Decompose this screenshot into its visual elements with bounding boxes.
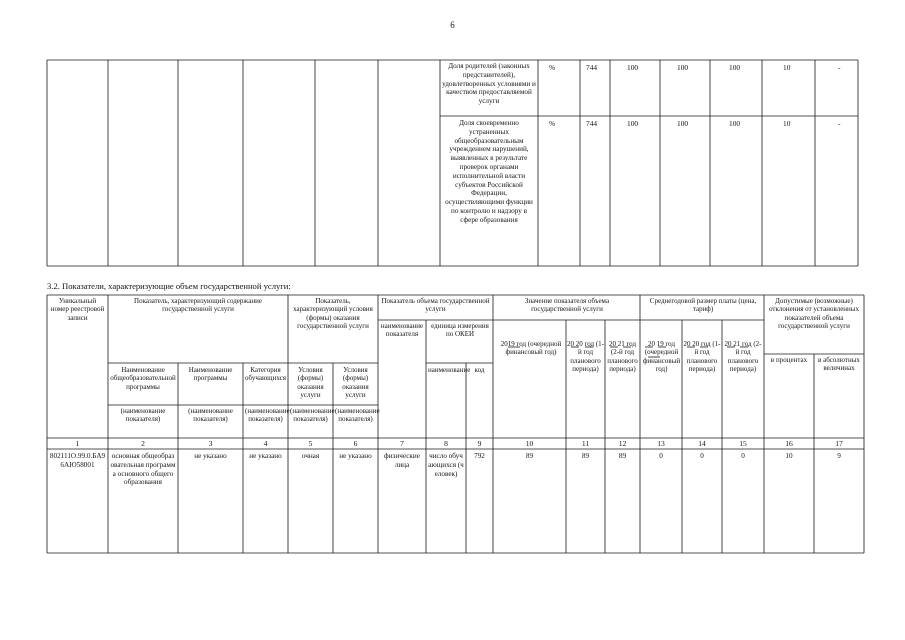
header-conditions-group: Показатель, характеризующий условия (формы) оказания государственной услуги <box>293 297 373 331</box>
col-number-3: 3 <box>208 439 213 448</box>
row-program-name: не указано <box>194 452 227 460</box>
col-number-8: 8 <box>444 439 448 448</box>
quality-value-2c: 100 <box>729 119 741 128</box>
row-value-2019: 89 <box>525 452 534 460</box>
quality-value-1b: 100 <box>677 63 689 72</box>
header-unit-code: код <box>474 366 485 374</box>
header-year-2020-b: 20 <box>575 340 583 348</box>
col-number-7: 7 <box>400 439 404 448</box>
name-hint-5: (наименование показателя) <box>335 407 380 424</box>
header-year-2021-rest: год (2-й год планового периода) <box>607 340 638 374</box>
col-number-10: 10 <box>525 439 534 448</box>
col-number-4: 4 <box>263 439 268 448</box>
row-form: очная <box>301 452 320 460</box>
row-unit-code: 792 <box>474 452 485 460</box>
row-dev-absolute: 9 <box>837 452 841 460</box>
header-year-2020 <box>567 340 604 374</box>
header-year-2019: 2019 год (очередной финансовый год) <box>500 340 562 357</box>
header-unit-group: единица измерения по ОКЕИ <box>431 322 489 339</box>
quality-indicator-2: Доля своевременно устраненных общеобразовательным учреждением нарушений, выявленных в результате проверок органами исполнительной власти субъектов Российской Федерации, осуществляющими функции по контролю и надзору в сфере образования <box>445 119 533 224</box>
row-program: основная общеобразовательная программа основного общего образования <box>110 452 176 487</box>
header-fee-2019-b: 19 <box>656 340 664 348</box>
col-number-15: 15 <box>739 439 747 448</box>
quality-value-2a: 100 <box>627 119 639 128</box>
col-number-5: 5 <box>308 439 313 448</box>
quality-okei-1: 744 <box>586 63 598 72</box>
header-fee-2021-b: 21 <box>733 340 741 348</box>
quality-value-2e: - <box>838 119 841 128</box>
header-volume-name: наименование показателя <box>380 322 424 339</box>
header-fee-2021-rest: год (2-й год планового периода) <box>727 340 762 374</box>
header-fee-2019 <box>642 340 681 374</box>
header-fee-group: Среднегодовой размер платы (цена, тариф) <box>649 297 757 314</box>
quality-value-1a: 100 <box>627 63 639 72</box>
header-cond2: Условия (формы) оказания услуги <box>342 366 369 400</box>
header-fee-2019-a: 20 <box>647 340 655 348</box>
header-fee-2019-rest: год (очередной финансовый год) <box>642 340 681 374</box>
header-deviation-group: Допустимые (возможные) отклонения от установленных показателей объема государственной услуги <box>768 297 859 331</box>
name-hint-2: (наименование показателя) <box>188 407 233 424</box>
header-naim-prog2: Наименование программы <box>188 366 233 383</box>
quality-unit-1: % <box>549 63 556 72</box>
quality-value-1e: - <box>838 63 841 72</box>
header-unit-name: наименование <box>428 366 471 374</box>
col-number-14: 14 <box>698 439 706 448</box>
header-unique-number: Уникальный номер реестровой записи <box>50 297 105 322</box>
row-value-2021: 89 <box>618 452 627 460</box>
header-value-group: Значение показателя объема государственной услуги <box>524 297 610 314</box>
col-number-16: 16 <box>785 439 793 448</box>
header-year-2021-a: 20 <box>608 340 616 348</box>
quality-value-1c: 100 <box>729 63 741 72</box>
header-year-2021 <box>606 340 639 374</box>
name-hint-4: (наименование показателя) <box>290 407 335 424</box>
header-fee-2020-rest: год (1-й год планового периода) <box>686 340 721 374</box>
row-category: не указано <box>249 452 282 460</box>
row-value-2020: 89 <box>581 452 590 460</box>
quality-value-2b: 100 <box>677 119 689 128</box>
header-year-2020-rest: год (1-й год планового периода) <box>570 340 604 374</box>
header-year-2021-b: 21 <box>617 340 625 348</box>
col-number-13: 13 <box>657 439 665 448</box>
quality-okei-2: 744 <box>586 119 598 128</box>
quality-value-1d: 10 <box>783 63 791 72</box>
quality-indicator-1: Доля родителей (законных представителей), удовлетворенных условиями и качеством предоставляемой услуги <box>442 62 536 106</box>
col-number-2: 2 <box>141 439 145 448</box>
header-category: Категория обучающихся <box>245 366 286 383</box>
col-number-1: 1 <box>75 439 80 448</box>
section-title: 3.2. Показатели, характеризующие объем государственной услуги: <box>47 281 291 291</box>
name-hint-3: (наименование показателя) <box>245 407 290 424</box>
row-unit-name: число обучающихся (человек) <box>428 452 464 478</box>
col-number-6: 6 <box>353 439 358 448</box>
header-fee-2020-b: 20 <box>692 340 700 348</box>
header-fee-2020-a: 20 <box>683 340 691 348</box>
col-number-12: 12 <box>618 439 627 448</box>
header-content-group: Показатель, характеризующий содержание государственной услуги <box>134 297 262 314</box>
col-number-11: 11 <box>581 439 590 448</box>
row-fee-2019: 0 <box>659 452 663 460</box>
header-dev-percent: в процентах <box>770 356 808 364</box>
col-number-9: 9 <box>477 439 482 448</box>
quality-unit-2: % <box>549 119 556 128</box>
row-fee-2020: 0 <box>700 452 704 460</box>
col-number-17: 17 <box>835 439 843 448</box>
row-condition: не указано <box>339 452 372 460</box>
name-hint-1: (наименование показателя) <box>120 407 166 424</box>
row-dev-percent: 10 <box>785 452 793 460</box>
header-volume-group: Показатель объема государственной услуги <box>381 297 490 314</box>
header-fee-2021-a: 20 <box>724 340 732 348</box>
row-volume-name: физические лица <box>384 452 420 469</box>
header-year-2020-a: 20 <box>567 340 575 348</box>
header-naim-program: Наименование общеобразовательной программы <box>110 366 176 391</box>
header-cond1: Условия (формы) оказания услуги <box>297 366 324 400</box>
quality-value-2d: 10 <box>783 119 791 128</box>
row-fee-2021: 0 <box>741 452 745 460</box>
header-fee-2020 <box>683 340 721 374</box>
page-number: 6 <box>450 20 455 30</box>
header-fee-2021 <box>723 340 763 374</box>
row-unique-number: 802111О.99.0.БА96АЮ58001 <box>49 452 106 469</box>
header-dev-absolute: в абсолютных величинах <box>818 356 860 373</box>
